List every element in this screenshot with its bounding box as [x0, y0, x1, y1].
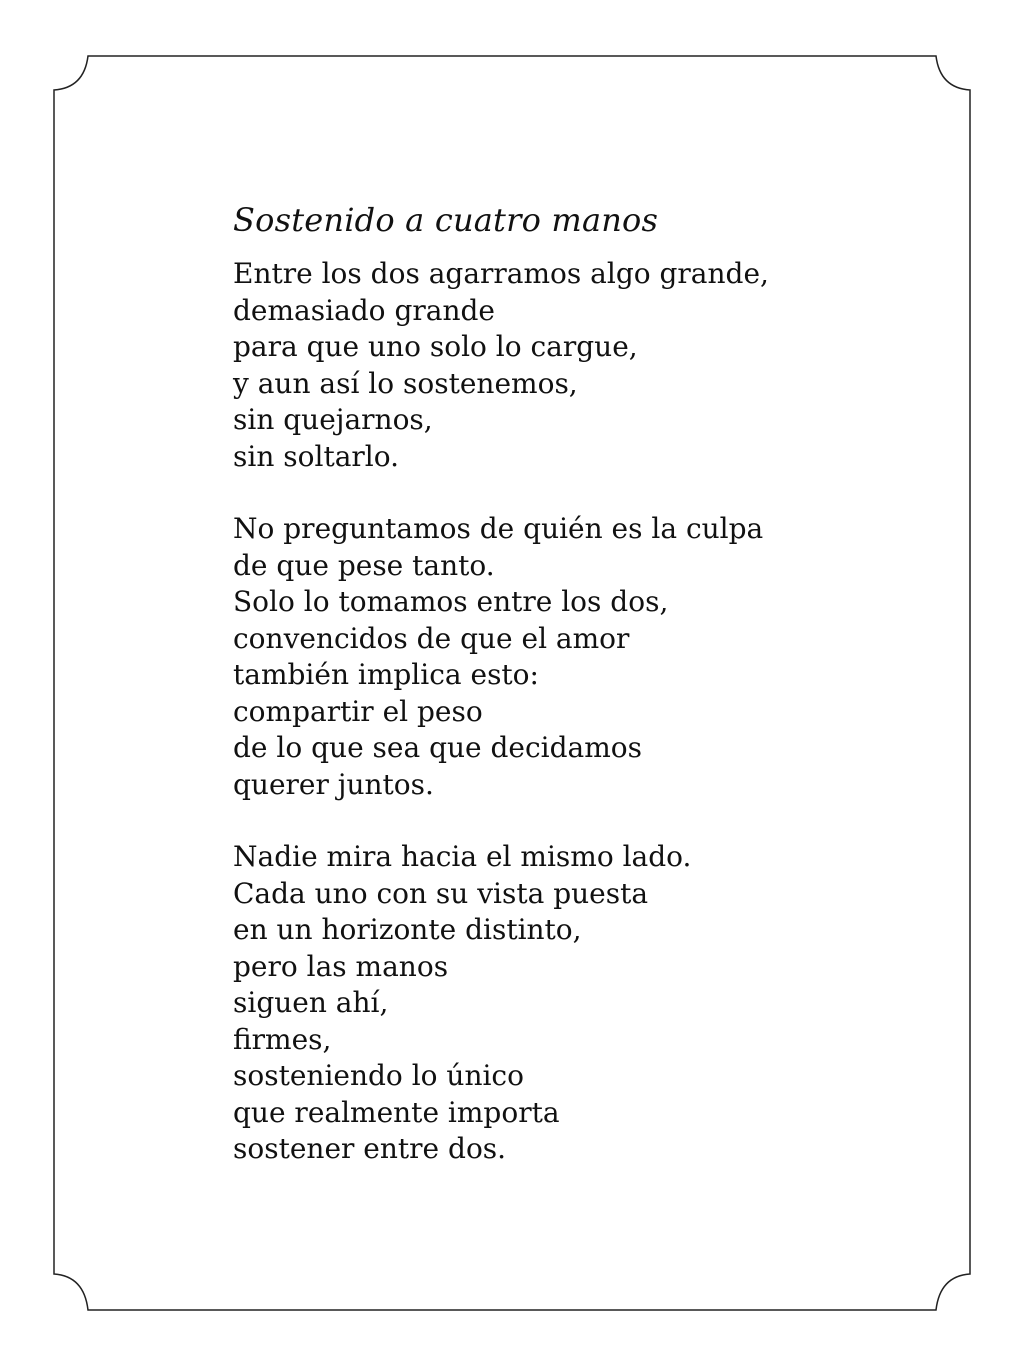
poem-line: demasiado grande — [233, 293, 495, 327]
poem-line: Solo lo tomamos entre los dos, — [233, 585, 669, 618]
poem-title: Sostenido a cuatro manos — [233, 201, 659, 239]
poem-line: también implica esto: — [233, 658, 539, 691]
stanza-3 — [233, 839, 873, 1168]
poem-line: siguen ahí, — [233, 986, 389, 1019]
stanza-2 — [233, 511, 873, 803]
poem-line: de lo que sea que decidamos — [233, 731, 643, 764]
poem-line: sin soltarlo. — [233, 439, 399, 473]
poem-line: para que uno solo lo cargue, — [233, 330, 638, 363]
poem-line: pero las manos — [233, 949, 449, 983]
poem-line: No preguntamos de quién es la culpa — [233, 512, 764, 545]
poem-line: compartir el peso — [233, 694, 483, 728]
poem-line: en un horizonte distinto, — [233, 913, 582, 946]
poem-line: de que pese tanto. — [233, 548, 495, 582]
poem-line: sin quejarnos, — [233, 403, 433, 436]
poem-line: que realmente importa — [233, 1095, 560, 1129]
poem-line: firmes, — [233, 1022, 332, 1056]
stanza-1 — [233, 256, 873, 475]
poem-line: Entre los dos agarramos algo grande, — [233, 257, 769, 290]
poem-line: querer juntos. — [233, 767, 434, 801]
poem-line: sostener entre dos. — [233, 1132, 507, 1165]
poem-line: convencidos de que el amor — [233, 621, 630, 655]
poem-line: y aun así lo sostenemos, — [233, 366, 578, 400]
poem-line: sosteniendo lo único — [233, 1059, 524, 1092]
poem-line: Cada uno con su vista puesta — [233, 876, 649, 910]
poem — [233, 198, 873, 1204]
poem-line: Nadie mira hacia el mismo lado. — [233, 840, 692, 873]
